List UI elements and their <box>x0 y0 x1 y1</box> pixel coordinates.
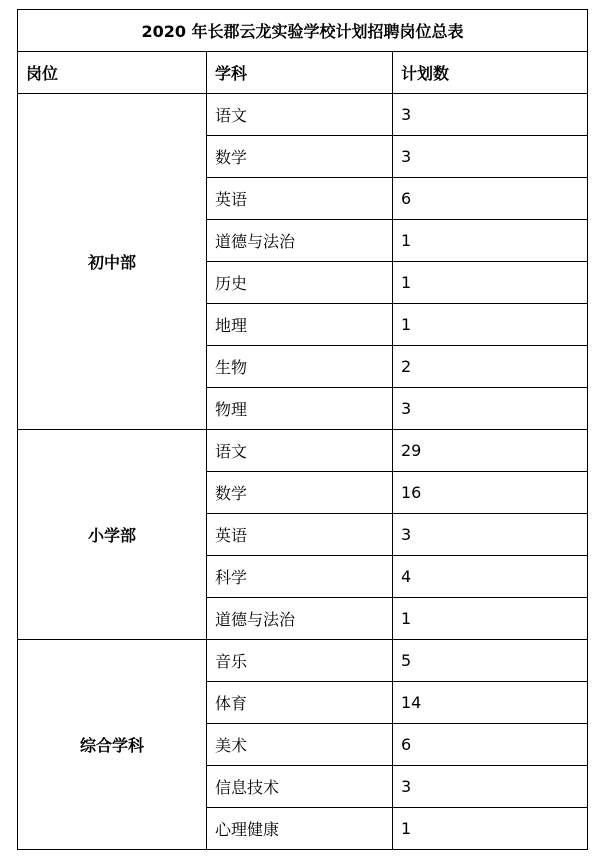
table-title: 2020 年长郡云龙实验学校计划招聘岗位总表 <box>18 10 588 52</box>
count-cell: 3 <box>393 766 588 808</box>
subject-cell: 英语 <box>207 514 393 556</box>
table-row <box>18 94 588 136</box>
count-cell: 6 <box>393 724 588 766</box>
department-cell: 综合学科 <box>18 640 207 850</box>
count-cell: 14 <box>393 682 588 724</box>
subject-cell: 科学 <box>207 556 393 598</box>
header-position: 岗位 <box>18 52 207 94</box>
subject-cell: 生物 <box>207 346 393 388</box>
count-cell: 6 <box>393 178 588 220</box>
count-cell: 1 <box>393 262 588 304</box>
header-count: 计划数 <box>393 52 588 94</box>
subject-cell: 数学 <box>207 472 393 514</box>
count-cell: 3 <box>393 388 588 430</box>
department-cell: 初中部 <box>18 94 207 430</box>
subject-cell: 道德与法治 <box>207 598 393 640</box>
subject-cell: 物理 <box>207 388 393 430</box>
count-cell: 16 <box>393 472 588 514</box>
subject-cell: 英语 <box>207 178 393 220</box>
count-cell: 2 <box>393 346 588 388</box>
count-cell: 1 <box>393 598 588 640</box>
recruitment-table <box>17 9 588 850</box>
subject-cell: 体育 <box>207 682 393 724</box>
count-cell: 3 <box>393 94 588 136</box>
header-row <box>18 52 588 94</box>
subject-cell: 音乐 <box>207 640 393 682</box>
count-cell: 5 <box>393 640 588 682</box>
subject-cell: 地理 <box>207 304 393 346</box>
count-cell: 1 <box>393 808 588 850</box>
subject-cell: 道德与法治 <box>207 220 393 262</box>
subject-cell: 历史 <box>207 262 393 304</box>
count-cell: 1 <box>393 220 588 262</box>
department-cell: 小学部 <box>18 430 207 640</box>
count-cell: 29 <box>393 430 588 472</box>
count-cell: 1 <box>393 304 588 346</box>
table-row <box>18 430 588 472</box>
table-body <box>18 94 588 850</box>
subject-cell: 信息技术 <box>207 766 393 808</box>
header-subject: 学科 <box>207 52 393 94</box>
table-row <box>18 640 588 682</box>
count-cell: 3 <box>393 514 588 556</box>
title-row <box>18 10 588 52</box>
subject-cell: 语文 <box>207 94 393 136</box>
count-cell: 3 <box>393 136 588 178</box>
count-cell: 4 <box>393 556 588 598</box>
subject-cell: 数学 <box>207 136 393 178</box>
subject-cell: 心理健康 <box>207 808 393 850</box>
subject-cell: 美术 <box>207 724 393 766</box>
subject-cell: 语文 <box>207 430 393 472</box>
